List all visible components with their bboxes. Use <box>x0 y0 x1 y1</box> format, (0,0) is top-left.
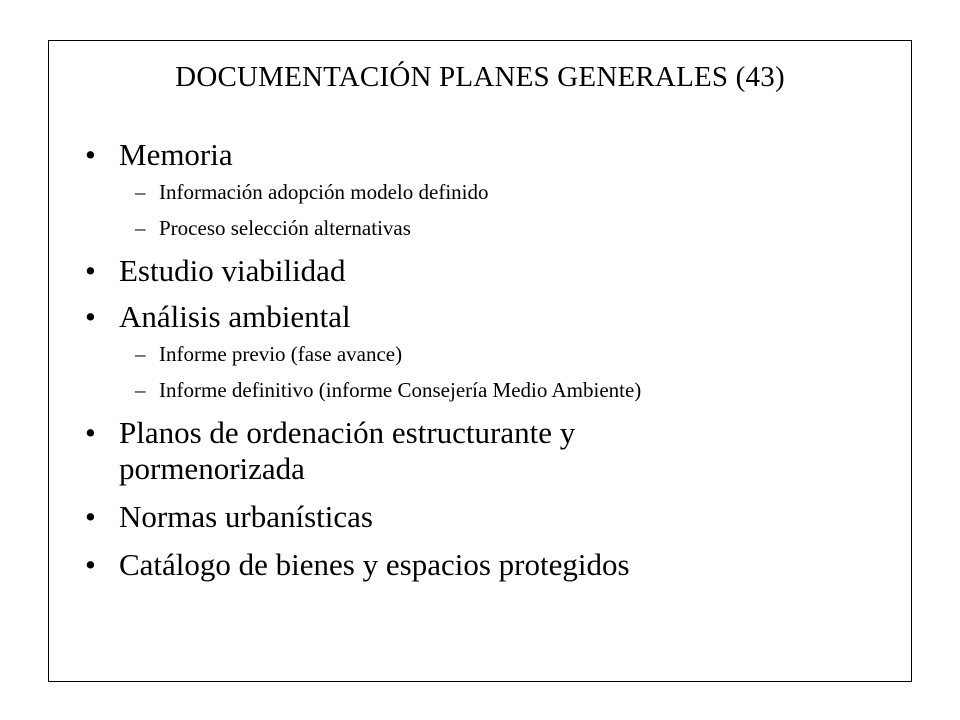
dash-icon: – <box>135 180 146 204</box>
sub-item-text: Proceso selección alternativas <box>159 216 411 240</box>
bullet-text: Análisis ambiental <box>119 299 351 334</box>
bullet-list <box>85 137 885 583</box>
sub-item-text: Informe previo (fase avance) <box>159 342 403 366</box>
bullet-text: Planos de ordenación estructurante y pormenorizada <box>119 415 576 486</box>
bullet-item-catalogo <box>85 547 885 583</box>
bullet-icon: • <box>85 137 96 172</box>
bullet-text: Estudio viabilidad <box>119 253 346 288</box>
bullet-item-normas <box>85 499 885 535</box>
sub-item <box>85 377 799 403</box>
dash-icon: – <box>135 342 146 366</box>
slide-title: DOCUMENTACIÓN PLANES GENERALES (43) <box>175 61 785 93</box>
bullet-item-analisis-ambiental <box>85 299 885 335</box>
bullet-text: Catálogo de bienes y espacios protegidos <box>119 547 630 582</box>
bullet-icon: • <box>85 547 96 582</box>
bullet-text: Memoria <box>119 137 233 172</box>
sub-item <box>85 341 885 367</box>
sub-item <box>85 215 885 241</box>
bullet-item-planos <box>85 415 739 487</box>
bullet-text: Normas urbanísticas <box>119 499 373 534</box>
bullet-icon: • <box>85 415 96 450</box>
sub-item-text: Información adopción modelo definido <box>159 180 489 204</box>
bullet-item-memoria <box>85 137 885 173</box>
dash-icon: – <box>135 378 146 402</box>
bullet-icon: • <box>85 253 96 288</box>
sub-item-text: Informe definitivo (informe Consejería Medio Ambiente) <box>159 378 642 402</box>
slide-frame <box>48 40 912 682</box>
bullet-item-estudio-viabilidad <box>85 253 885 289</box>
bullet-icon: • <box>85 299 96 334</box>
bullet-icon: • <box>85 499 96 534</box>
dash-icon: – <box>135 216 146 240</box>
sub-item <box>85 179 885 205</box>
